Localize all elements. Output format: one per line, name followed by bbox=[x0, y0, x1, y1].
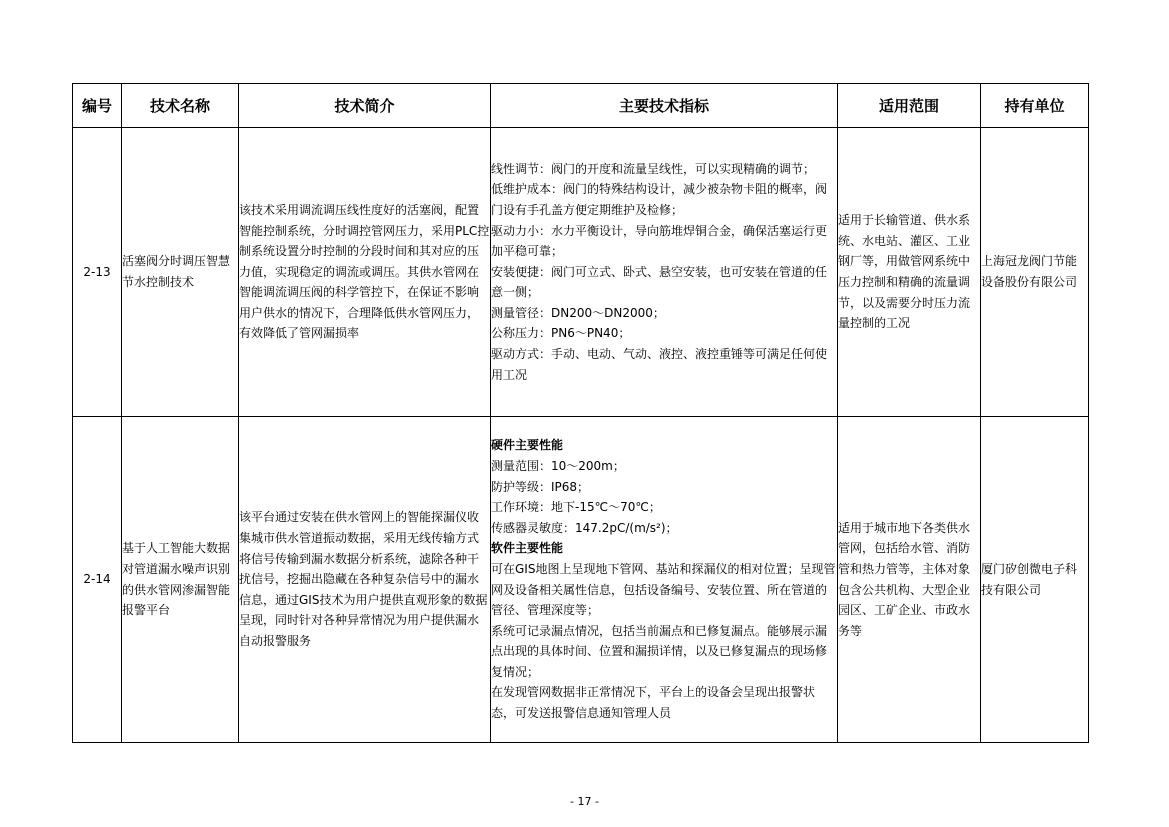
indicator-line: 公称压力：PN6～PN40； bbox=[491, 326, 631, 341]
row-scope: 适用于城市地下各类供水管网，包括给水管、消防管和热力管等，主体对象包含公共机构、大型企业园区、工矿企业、市政水务等 bbox=[838, 417, 981, 743]
indicator-line: 工作环境：地下-15℃～70℃； bbox=[491, 500, 661, 515]
row-no: 2-14 bbox=[73, 417, 122, 743]
header-no: 编号 bbox=[73, 84, 122, 128]
row-no: 2-13 bbox=[73, 128, 122, 417]
header-intro: 技术简介 bbox=[239, 84, 491, 128]
header-holder: 持有单位 bbox=[981, 84, 1089, 128]
indicator-line: 传感器灵敏度：147.2pC/(m/s²)； bbox=[491, 520, 678, 535]
row-intro: 该平台通过安装在供水管网上的智能探漏仪收集城市供水管道振动数据，采用无线传输方式将信号传输到漏水数据分析系统，滤除各种干扰信号，挖掘出隐藏在各种复杂信号中的漏水信息，通过GIS技术为用户提供直观形象的数据呈现，同时针对各种异常情况为用户提供漏水自动报警服务 bbox=[239, 417, 491, 743]
indicator-line: 测量范围：10～200m； bbox=[491, 458, 625, 473]
row-holder: 厦门矽创微电子科技有限公司 bbox=[981, 417, 1089, 743]
row-indicators bbox=[491, 128, 838, 417]
header-name: 技术名称 bbox=[122, 84, 239, 128]
software-title: 软件主要性能 bbox=[491, 541, 564, 556]
indicator-line: 驱动力小：水力平衡设计，导向筋堆焊铜合金，确保活塞运行更加平稳可靠； bbox=[491, 223, 828, 259]
indicator-line: 低维护成本：阀门的特殊结构设计，减少被杂物卡阻的概率，阀门设有手孔盖方便定期维护及检修； bbox=[491, 182, 828, 217]
row-holder: 上海冠龙阀门节能设备股份有限公司 bbox=[981, 128, 1089, 417]
indicator-line: 可在GIS地图上呈现地下管网、基站和探漏仪的相对位置；呈现管网及设备相关属性信息，包括设备编号、安装位置、所在管道的管径、管理深度等； bbox=[491, 561, 836, 618]
row-indicators bbox=[491, 417, 838, 743]
row-name: 基于人工智能大数据对管道漏水噪声识别的供水管网渗漏智能报警平台 bbox=[122, 417, 239, 743]
header-scope: 适用范围 bbox=[838, 84, 981, 128]
technology-table bbox=[72, 83, 1089, 743]
indicator-line: 安装便捷：阀门可立式、卧式、悬空安装，也可安装在管道的任意一侧； bbox=[491, 264, 828, 300]
row-intro: 该技术采用调流调压线性度好的活塞阀，配置智能控制系统，分时调控管网压力，采用PLC控制系统设置分时控制的分段时间和其对应的压力值，实现稳定的调流或调压。其供水管网在智能调流调压阀的科学管控下，在保证不影响用户供水的情况下，合理降低供水管网压力，有效降低了管网漏损率 bbox=[239, 128, 491, 417]
row-name: 活塞阀分时调压智慧节水控制技术 bbox=[122, 128, 239, 417]
row-scope: 适用于长输管道、供水系统、水电站、灌区、工业钢厂等，用做管网系统中压力控制和精确的流量调节，以及需要分时压力流量控制的工况 bbox=[838, 128, 981, 417]
header-indicators: 主要技术指标 bbox=[491, 84, 838, 128]
indicator-line: 在发现管网数据非正常情况下，平台上的设备会呈现出报警状态，可发送报警信息通知管理人员 bbox=[491, 685, 816, 721]
table-header-row bbox=[73, 84, 1089, 128]
indicator-line: 系统可记录漏点情况，包括当前漏点和已修复漏点。能够展示漏点出现的具体时间、位置和漏损详情，以及已修复漏点的现场修复情况； bbox=[491, 623, 828, 679]
indicator-line: 防护等级：IP68； bbox=[491, 479, 590, 494]
hardware-title: 硬件主要性能 bbox=[491, 438, 564, 453]
indicator-line: 驱动方式：手动、电动、气动、液控、液控重锤等可满足任何使用工况 bbox=[491, 347, 828, 382]
table-row bbox=[73, 417, 1089, 743]
table-row bbox=[73, 128, 1089, 417]
page-number: - 17 - bbox=[570, 795, 599, 808]
indicator-line: 线性调节：阀门的开度和流量呈线性，可以实现精确的调节； bbox=[491, 161, 816, 176]
indicator-line: 测量管径：DN200～DN2000； bbox=[491, 305, 665, 320]
